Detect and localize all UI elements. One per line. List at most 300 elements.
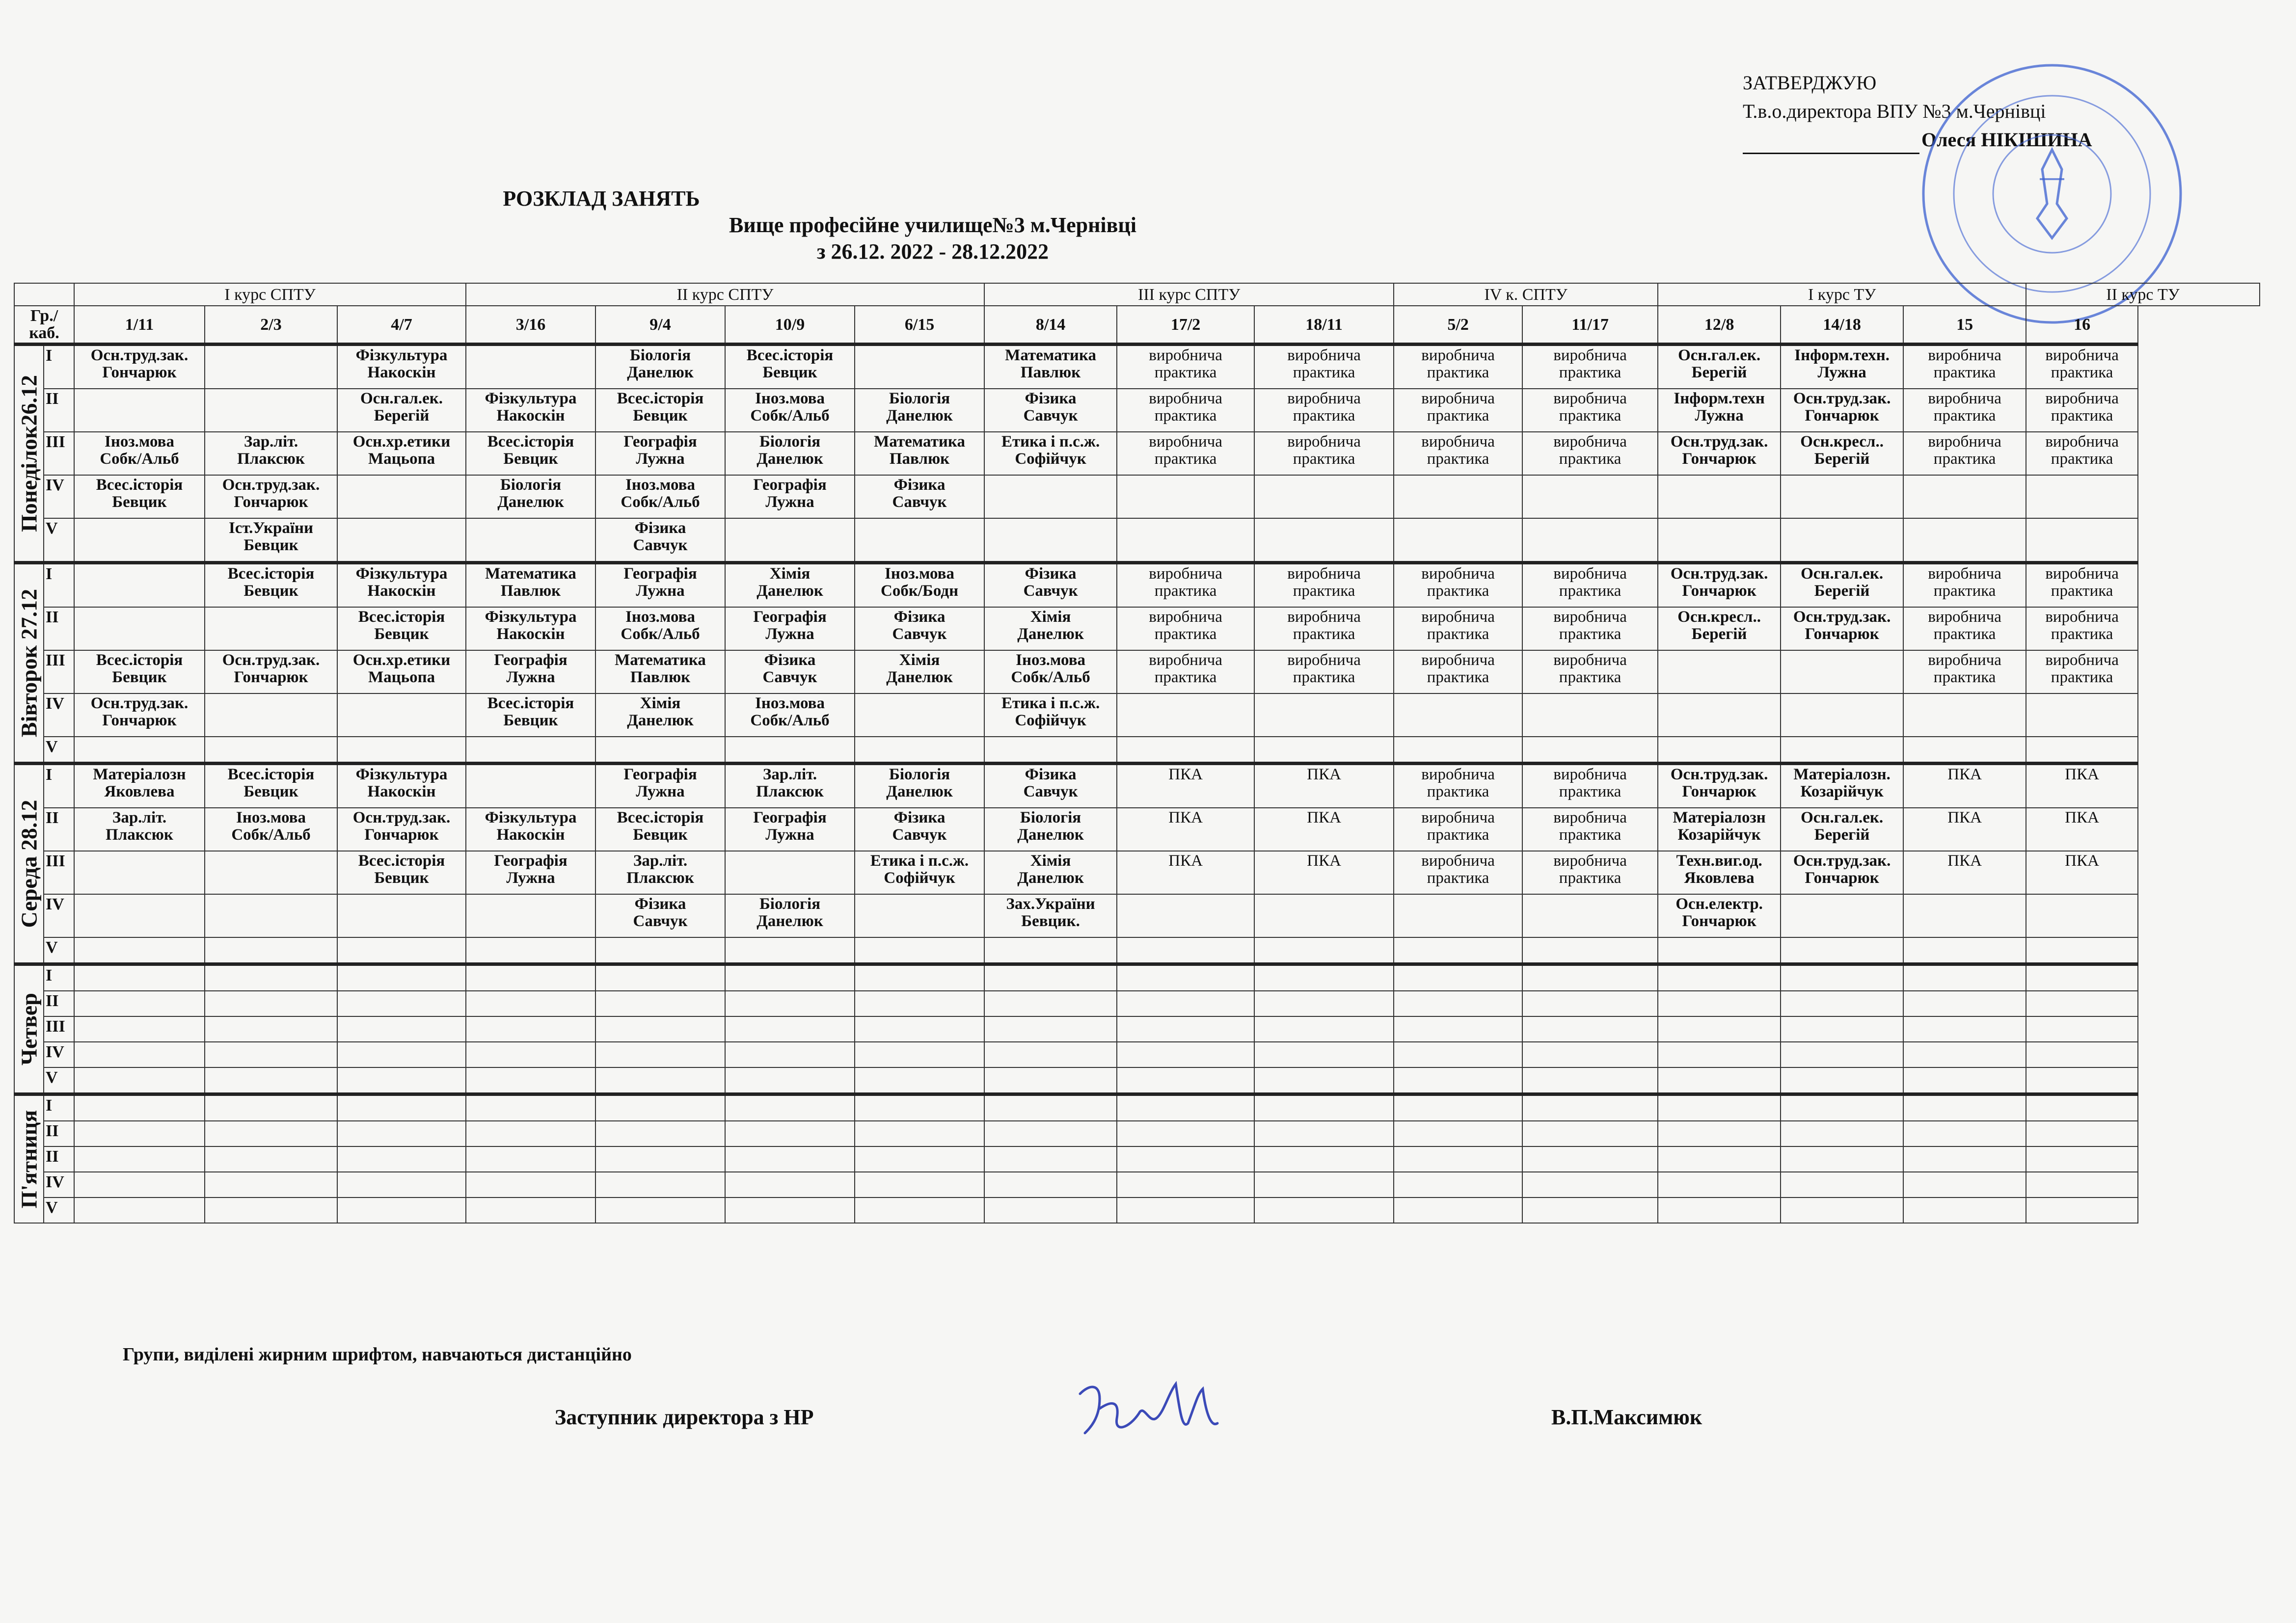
schedule-cell [1658, 1042, 1781, 1067]
schedule-cell [1254, 894, 1394, 937]
schedule-cell [74, 607, 205, 650]
schedule-cell: Біологія Данелюк [725, 894, 855, 937]
schedule-cell: виробнича практика [1394, 432, 1522, 475]
schedule-cell [2026, 964, 2138, 991]
schedule-cell [1903, 1146, 2026, 1172]
schedule-cell: виробнича практика [1117, 563, 1254, 608]
schedule-cell [74, 737, 205, 764]
schedule-cell [725, 518, 855, 563]
schedule-cell [1254, 991, 1394, 1016]
lesson-number: V [44, 737, 74, 764]
schedule-cell: виробнича практика [1522, 432, 1658, 475]
schedule-cell [205, 607, 337, 650]
schedule-cell [1781, 693, 1903, 737]
schedule-cell [1522, 1067, 1658, 1094]
lesson-row [14, 1172, 2260, 1197]
schedule-cell [2026, 937, 2138, 964]
schedule-cell [466, 991, 595, 1016]
header-room: 3/16 [466, 306, 595, 345]
header-room: 2/3 [205, 306, 337, 345]
schedule-cell: Осн.труд.зак. Гончарюк [205, 650, 337, 693]
lesson-number: I [44, 764, 74, 808]
lesson-row [14, 475, 2260, 518]
day-name: П'ятниця [16, 1110, 42, 1209]
schedule-cell [1658, 1121, 1781, 1146]
schedule-cell: Всес.історія Бевцик [466, 432, 595, 475]
schedule-cell: Осн.хр.етики Мацьопа [337, 432, 466, 475]
schedule-cell: Біологія Данелюк [855, 389, 984, 432]
lesson-number: V [44, 518, 74, 563]
header-group: II курс СПТУ [466, 283, 984, 306]
schedule-cell: виробнича практика [1522, 650, 1658, 693]
schedule-cell [1658, 1197, 1781, 1223]
schedule-cell [855, 1197, 984, 1223]
schedule-cell [1658, 1094, 1781, 1121]
schedule-cell: Фізика Савчук [855, 808, 984, 851]
schedule-cell [2026, 1197, 2138, 1223]
schedule-cell [337, 737, 466, 764]
schedule-cell: Всес.історія Бевцик [595, 389, 725, 432]
schedule-cell [1522, 937, 1658, 964]
schedule-cell [595, 1172, 725, 1197]
schedule-cell [1658, 650, 1781, 693]
schedule-cell [466, 1016, 595, 1042]
schedule-cell [1117, 1146, 1254, 1172]
schedule-cell [984, 1067, 1117, 1094]
schedule-cell [205, 1094, 337, 1121]
schedule-cell: виробнича практика [1903, 432, 2026, 475]
schedule-cell [74, 1121, 205, 1146]
schedule-cell: виробнича практика [2026, 432, 2138, 475]
header-room: 12/8 [1658, 306, 1781, 345]
day-name: Четвер [16, 993, 42, 1065]
schedule-cell: Етика і п.с.ж. Софійчук [855, 851, 984, 894]
schedule-cell [337, 1197, 466, 1223]
day-label [14, 563, 44, 764]
schedule-cell [1903, 693, 2026, 737]
schedule-cell [466, 894, 595, 937]
footnote: Групи, виділені жирним шрифтом, навчаються дистанційно [123, 1344, 632, 1365]
schedule-cell [74, 1042, 205, 1067]
schedule-cell: виробнича практика [1903, 650, 2026, 693]
schedule-cell [855, 991, 984, 1016]
lesson-number: IV [44, 693, 74, 737]
lesson-number: I [44, 1094, 74, 1121]
schedule-cell: виробнича практика [1522, 607, 1658, 650]
lesson-number: IV [44, 1172, 74, 1197]
schedule-cell [725, 1016, 855, 1042]
schedule-cell: Фізика Савчук [984, 563, 1117, 608]
schedule-cell [595, 1094, 725, 1121]
lesson-number: V [44, 1197, 74, 1223]
lesson-number: II [44, 808, 74, 851]
schedule-cell: Зах.України Бевцик. [984, 894, 1117, 937]
schedule-cell [855, 693, 984, 737]
schedule-cell [1903, 1121, 2026, 1146]
schedule-cell [205, 1146, 337, 1172]
schedule-cell [74, 1016, 205, 1042]
schedule-cell: Фізкультура Накоскін [337, 764, 466, 808]
schedule-cell [1658, 1172, 1781, 1197]
schedule-cell: Іноз.мова Собк/Альб [205, 808, 337, 851]
day-label [14, 1094, 44, 1224]
lesson-row [14, 1146, 2260, 1172]
schedule-cell [984, 1042, 1117, 1067]
schedule-cell [1903, 518, 2026, 563]
schedule-cell: ПКА [1903, 851, 2026, 894]
schedule-cell [1522, 1121, 1658, 1146]
schedule-cell: Осн.труд.зак. Гончарюк [1781, 851, 1903, 894]
lesson-number: II [44, 607, 74, 650]
schedule-cell: Іст.України Бевцик [205, 518, 337, 563]
schedule-cell: Всес.історія Бевцик [595, 808, 725, 851]
schedule-cell [1781, 1172, 1903, 1197]
header-group: II курс ТУ [2026, 283, 2260, 306]
lesson-number: II [44, 991, 74, 1016]
schedule-cell [1781, 737, 1903, 764]
schedule-cell [205, 737, 337, 764]
schedule-cell: Всес.історія Бевцик [205, 764, 337, 808]
schedule-cell [595, 1197, 725, 1223]
schedule-cell: ПКА [2026, 764, 2138, 808]
schedule-cell: виробнича практика [1117, 389, 1254, 432]
schedule-cell [855, 737, 984, 764]
schedule-cell [725, 1094, 855, 1121]
schedule-cell [1117, 1172, 1254, 1197]
schedule-cell [855, 894, 984, 937]
schedule-cell [1903, 1042, 2026, 1067]
schedule-cell [2026, 894, 2138, 937]
schedule-cell [725, 1121, 855, 1146]
schedule-cell: Осн.кресл.. Берегій [1781, 432, 1903, 475]
schedule-cell: Осн.труд.зак. Гончарюк [1781, 607, 1903, 650]
lesson-number: III [44, 650, 74, 693]
schedule-cell: ПКА [1903, 764, 2026, 808]
schedule-cell [1117, 1094, 1254, 1121]
schedule-cell [2026, 1094, 2138, 1121]
schedule-cell: Біологія Данелюк [984, 808, 1117, 851]
schedule-cell [1394, 693, 1522, 737]
schedule-cell [1254, 475, 1394, 518]
header-room: 16 [2026, 306, 2138, 345]
schedule-cell [205, 964, 337, 991]
schedule-cell: Всес.історія Бевцик [337, 607, 466, 650]
schedule-cell [984, 1172, 1117, 1197]
schedule-cell [1522, 1016, 1658, 1042]
lesson-row [14, 389, 2260, 432]
schedule-cell [1903, 1094, 2026, 1121]
schedule-cell [1254, 1121, 1394, 1146]
schedule-cell: Матеріалозн Яковлева [74, 764, 205, 808]
schedule-cell [1254, 1042, 1394, 1067]
header-room: 11/17 [1522, 306, 1658, 345]
schedule-cell: Іноз.мова Собк/Альб [74, 432, 205, 475]
schedule-cell [1903, 1016, 2026, 1042]
schedule-cell [1658, 518, 1781, 563]
schedule-cell [1394, 1172, 1522, 1197]
schedule-cell [1394, 937, 1522, 964]
schedule-cell [1394, 1146, 1522, 1172]
lesson-number: II [44, 389, 74, 432]
schedule-cell [855, 345, 984, 389]
lesson-number: II [44, 1146, 74, 1172]
schedule-cell: Зар.літ. Плаксюк [74, 808, 205, 851]
schedule-cell [466, 937, 595, 964]
schedule-cell: Іноз.мова Собк/Альб [595, 475, 725, 518]
schedule-cell [855, 964, 984, 991]
schedule-cell: виробнича практика [1254, 650, 1394, 693]
date-range: з 26.12. 2022 - 28.12.2022 [816, 239, 1049, 264]
schedule-cell [855, 1172, 984, 1197]
lesson-row [14, 345, 2260, 389]
schedule-cell [725, 1172, 855, 1197]
schedule-cell: Географія Лужна [725, 475, 855, 518]
schedule-cell: Фізика Савчук [984, 389, 1117, 432]
lesson-row [14, 737, 2260, 764]
schedule-cell: виробнича практика [1394, 563, 1522, 608]
schedule-cell: виробнича практика [2026, 345, 2138, 389]
schedule-cell [1522, 991, 1658, 1016]
schedule-cell [1658, 693, 1781, 737]
schedule-cell: Всес.історія Бевцик [337, 851, 466, 894]
schedule-cell [1117, 1042, 1254, 1067]
schedule-cell [1522, 1094, 1658, 1121]
schedule-cell [1254, 1094, 1394, 1121]
schedule-cell [1781, 650, 1903, 693]
schedule-cell [1781, 518, 1903, 563]
schedule-cell: Іноз.мова Собк/Альб [595, 607, 725, 650]
day-name: Середа 28.12 [16, 799, 42, 928]
schedule-cell: виробнича практика [1522, 345, 1658, 389]
schedule-cell: виробнича практика [1903, 563, 2026, 608]
schedule-cell [337, 1146, 466, 1172]
schedule-cell: Фізкультура Накоскін [466, 607, 595, 650]
schedule-cell [855, 1121, 984, 1146]
lesson-number: III [44, 851, 74, 894]
schedule-cell [855, 1016, 984, 1042]
schedule-cell: виробнича практика [1903, 607, 2026, 650]
schedule-cell: виробнича практика [2026, 563, 2138, 608]
schedule-cell [1781, 1067, 1903, 1094]
schedule-cell [984, 1146, 1117, 1172]
schedule-cell [1903, 737, 2026, 764]
schedule-cell [984, 991, 1117, 1016]
schedule-cell: Фізика Савчук [855, 607, 984, 650]
lesson-number: IV [44, 475, 74, 518]
schedule-cell [337, 693, 466, 737]
schedule-cell [855, 1094, 984, 1121]
day-label [14, 345, 44, 563]
schedule-cell: Осн.труд.зак. Гончарюк [337, 808, 466, 851]
schedule-cell [2026, 1172, 2138, 1197]
schedule-cell [337, 937, 466, 964]
schedule-cell [855, 1042, 984, 1067]
schedule-cell [595, 1042, 725, 1067]
schedule-cell [74, 1094, 205, 1121]
schedule-cell [1781, 991, 1903, 1016]
schedule-cell [2026, 1042, 2138, 1067]
schedule-cell [1117, 518, 1254, 563]
schedule-cell [1117, 1121, 1254, 1146]
schedule-cell: виробнича практика [1522, 851, 1658, 894]
schedule-cell: виробнича практика [1394, 650, 1522, 693]
lesson-row [14, 808, 2260, 851]
schedule-cell [1394, 991, 1522, 1016]
schedule-cell: виробнича практика [1394, 808, 1522, 851]
schedule-cell [2026, 1121, 2138, 1146]
schedule-cell [1254, 1067, 1394, 1094]
lesson-number: IV [44, 1042, 74, 1067]
schedule-cell [1394, 518, 1522, 563]
header-group: I курс СПТУ [74, 283, 466, 306]
schedule-cell: Осн.труд.зак. Гончарюк [74, 345, 205, 389]
schedule-cell: Біологія Данелюк [855, 764, 984, 808]
schedule-cell: виробнича практика [1394, 607, 1522, 650]
schedule-cell [855, 518, 984, 563]
lesson-row [14, 937, 2260, 964]
schedule-cell [466, 1146, 595, 1172]
schedule-cell [74, 1067, 205, 1094]
lesson-number: V [44, 1067, 74, 1094]
schedule-cell [1117, 475, 1254, 518]
schedule-cell [984, 1016, 1117, 1042]
lesson-row [14, 894, 2260, 937]
schedule-cell: Інформ.техн Лужна [1658, 389, 1781, 432]
schedule-cell [1903, 894, 2026, 937]
schedule-cell [984, 937, 1117, 964]
schedule-cell [1903, 991, 2026, 1016]
lesson-number: II [44, 1121, 74, 1146]
schedule-cell [1394, 1094, 1522, 1121]
schedule-cell [1394, 737, 1522, 764]
schedule-cell [595, 1016, 725, 1042]
schedule-cell [1254, 1016, 1394, 1042]
schedule-cell: Осн.труд.зак. Гончарюк [205, 475, 337, 518]
schedule-cell [337, 1121, 466, 1146]
header-room: 4/7 [337, 306, 466, 345]
schedule-cell [337, 1172, 466, 1197]
schedule-cell: Математика Павлюк [466, 563, 595, 608]
schedule-cell: Осн.гал.ек. Берегій [1781, 563, 1903, 608]
schedule-cell [1781, 937, 1903, 964]
schedule-cell: Матеріалозн Козарійчук [1658, 808, 1781, 851]
schedule-cell: Фізкультура Накоскін [466, 808, 595, 851]
schedule-cell [595, 964, 725, 991]
schedule-cell: Осн.гал.ек. Берегій [1658, 345, 1781, 389]
lesson-row [14, 1067, 2260, 1094]
schedule-cell: Осн.труд.зак. Гончарюк [1658, 563, 1781, 608]
schedule-cell [466, 518, 595, 563]
schedule-cell [2026, 518, 2138, 563]
schedule-cell [855, 1146, 984, 1172]
schedule-cell: виробнича практика [1394, 345, 1522, 389]
schedule-cell [1903, 1172, 2026, 1197]
schedule-cell [984, 1094, 1117, 1121]
schedule-cell: ПКА [1117, 851, 1254, 894]
schedule-cell: виробнича практика [1117, 650, 1254, 693]
schedule-cell [855, 937, 984, 964]
schedule-cell: Фізика Савчук [595, 518, 725, 563]
schedule-cell [466, 737, 595, 764]
schedule-cell: Географія Лужна [466, 650, 595, 693]
header-room: Гр./каб. [14, 306, 74, 345]
schedule-cell [2026, 1016, 2138, 1042]
schedule-cell [466, 1121, 595, 1146]
schedule-cell [466, 1042, 595, 1067]
lesson-row [14, 563, 2260, 608]
schedule-cell: Географія Лужна [725, 607, 855, 650]
schedule-cell: виробнича практика [1903, 389, 2026, 432]
day-name: Понеділок26.12 [16, 375, 42, 532]
schedule-cell [1254, 693, 1394, 737]
header-groups-row [14, 283, 2260, 306]
schedule-cell [1394, 894, 1522, 937]
schedule-cell: Математика Павлюк [984, 345, 1117, 389]
schedule-cell [1117, 991, 1254, 1016]
schedule-cell [205, 345, 337, 389]
lesson-row [14, 851, 2260, 894]
schedule-cell [1658, 737, 1781, 764]
schedule-cell [1658, 991, 1781, 1016]
lesson-row [14, 607, 2260, 650]
schedule-cell [725, 937, 855, 964]
schedule-cell [1522, 737, 1658, 764]
schedule-cell [1522, 1172, 1658, 1197]
lesson-row [14, 432, 2260, 475]
schedule-cell: Всес.історія Бевцик [466, 693, 595, 737]
schedule-cell [1658, 475, 1781, 518]
schedule-cell [1781, 894, 1903, 937]
schedule-cell: ПКА [1117, 808, 1254, 851]
lesson-number: III [44, 1016, 74, 1042]
header-corner [14, 283, 74, 306]
schedule-cell: Матеріалозн. Козарійчук [1781, 764, 1903, 808]
schedule-cell [984, 964, 1117, 991]
schedule-cell [1658, 1067, 1781, 1094]
schedule-cell: виробнича практика [1522, 563, 1658, 608]
title-block [0, 186, 1865, 265]
schedule-cell [205, 1172, 337, 1197]
day-label [14, 964, 44, 1094]
schedule-cell: Осн.труд.зак. Гончарюк [74, 693, 205, 737]
schedule-cell [1254, 1146, 1394, 1172]
schedule-cell [1394, 1042, 1522, 1067]
header-group: IV к. СПТУ [1394, 283, 1658, 306]
schedule-cell: Фізика Савчук [595, 894, 725, 937]
schedule-cell [1522, 518, 1658, 563]
lesson-row [14, 991, 2260, 1016]
schedule-cell: Зар.літ. Плаксюк [725, 764, 855, 808]
header-room: 9/4 [595, 306, 725, 345]
schedule-cell: Фізкультура Накоскін [337, 345, 466, 389]
schedule-cell [1394, 1067, 1522, 1094]
lesson-row [14, 764, 2260, 808]
schedule-cell [205, 1067, 337, 1094]
schedule-cell [1254, 937, 1394, 964]
schedule-cell [1522, 1042, 1658, 1067]
schedule-cell [2026, 475, 2138, 518]
schedule-cell [595, 991, 725, 1016]
schedule-cell: Географія Лужна [595, 764, 725, 808]
schedule-cell: Всес.історія Бевцик [725, 345, 855, 389]
schedule-cell [1117, 1016, 1254, 1042]
day-name: Вівторок 27.12 [16, 588, 42, 738]
schedule-cell: ПКА [1254, 808, 1394, 851]
schedule-cell: Географія Лужна [595, 432, 725, 475]
schedule-cell: виробнича практика [2026, 607, 2138, 650]
schedule-cell: виробнича практика [1903, 345, 2026, 389]
schedule-cell: Хімія Данелюк [595, 693, 725, 737]
